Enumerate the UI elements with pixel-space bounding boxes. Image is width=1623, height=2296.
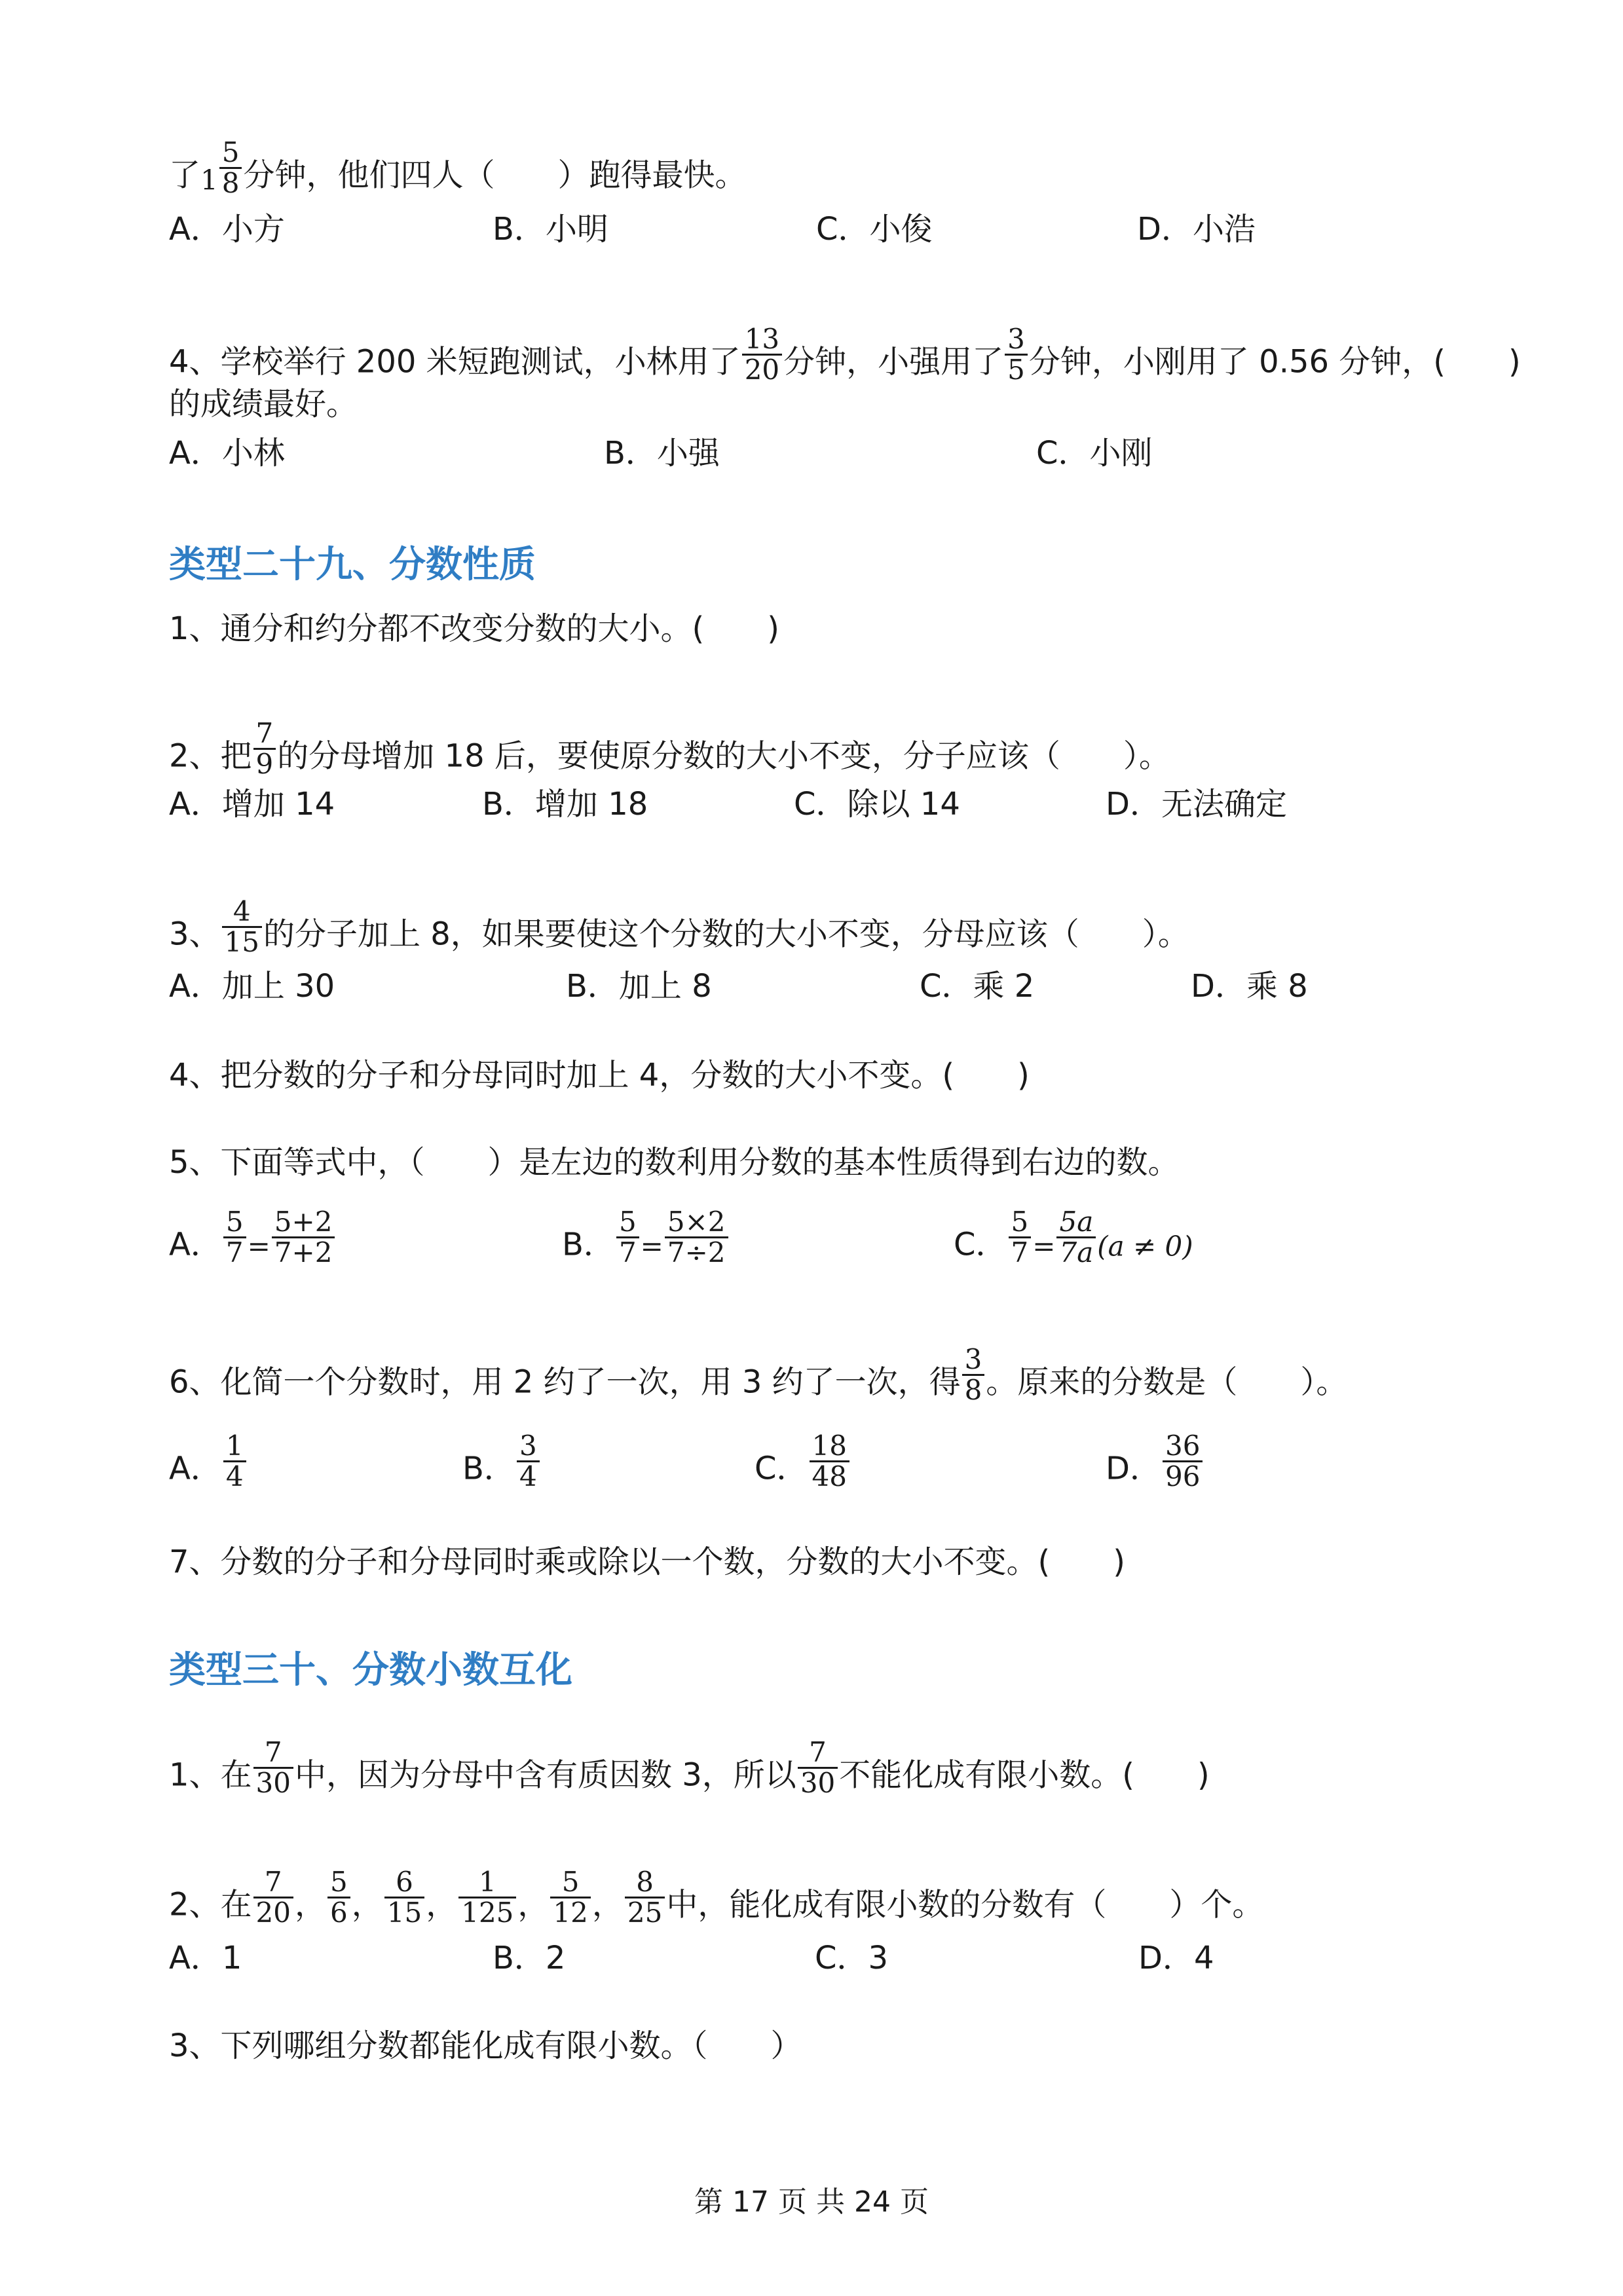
s29-q6-option-a: A． $\frac{1}{4}$ xyxy=(169,1441,248,1500)
s29-q3-option-a: A．加上 30 xyxy=(169,968,335,1005)
q4-option-c: C．小刚 xyxy=(1036,435,1153,472)
s30-q3: 3、下列哪组分数都能化成有限小数。（ ） xyxy=(169,2028,802,2064)
fraction-3-5: $\frac{3}{5}$ xyxy=(1005,325,1028,384)
fraction-13-20: $\frac{13}{20}$ xyxy=(742,325,782,384)
q3-option-a: A．小方 xyxy=(169,211,285,248)
s29-q5: 5、下面等式中，（ ）是左边的数利用分数的基本性质得到右边的数。 xyxy=(169,1144,1180,1181)
page-footer: 第 17 页 共 24 页 xyxy=(694,2185,929,2219)
q3-option-b: B．小明 xyxy=(493,211,608,248)
s30-q1: 1、在 $\frac{7}{30}$ 中，因为分母中含有质因数 3，所以 $\frac{7}{30}$ 不能化成有限小数。( ) xyxy=(169,1736,1210,1799)
s29-q2: 2、把 $\frac{7}{9}$ 的分母增加 18 后，要使原分数的大小不变，分子应该（ ）。 xyxy=(169,717,1170,780)
q3-suffix: 分钟，他们四人（ ）跑得最快。 xyxy=(243,157,747,194)
mixed-whole: 1 xyxy=(200,164,218,196)
section-title-30: 类型三十、分数小数互化 xyxy=(169,1649,572,1692)
section-title-29: 类型二十九、分数性质 xyxy=(169,544,536,586)
s29-q1: 1、通分和约分都不改变分数的大小。( ) xyxy=(169,610,779,647)
s29-q5-option-a: A． $\frac{5}{7}$ = $\frac{5+2}{7+2}$ xyxy=(169,1217,336,1276)
s29-q6-option-b: B． $\frac{3}{4}$ xyxy=(462,1441,541,1500)
q3-option-d: D．小浩 xyxy=(1137,211,1256,248)
s29-q6-option-c: C． $\frac{18}{48}$ xyxy=(755,1441,851,1500)
s30-q2-option-c: C．3 xyxy=(815,1940,889,1976)
s29-q5-option-b: B． $\frac{5}{7}$ = $\frac{5\times 2}{7\div 2}$ xyxy=(562,1217,730,1276)
s29-q3: 3、 $\frac{4}{15}$ 的分子加上 8，如果要使这个分数的大小不变，分母应该（ ）。 xyxy=(169,895,1189,958)
s29-q6: 6、化简一个分数时，用 2 约了一次，用 3 约了一次，得 $\frac{3}{8}$ 。原来的分数是（ ）。 xyxy=(169,1343,1348,1406)
fraction-7-9: $\frac{7}{9}$ xyxy=(253,719,276,779)
q3-tail-line xyxy=(169,136,747,207)
q3-prefix: 了 xyxy=(169,157,201,194)
s29-q7: 7、分数的分子和分母同时乘或除以一个数，分数的大小不变。( ) xyxy=(169,1544,1125,1580)
s29-q3-option-d: D．乘 8 xyxy=(1191,968,1308,1005)
s29-q3-option-c: C．乘 2 xyxy=(920,968,1035,1005)
fraction-5-8: $\frac{5}{8}$ xyxy=(219,138,242,198)
s30-q2-option-d: D．4 xyxy=(1138,1940,1214,1976)
fraction-7-30: $\frac{7}{30}$ xyxy=(253,1738,293,1798)
s29-q2-option-d: D．无法确定 xyxy=(1106,786,1287,823)
s29-q3-option-b: B．加上 8 xyxy=(566,968,712,1005)
s30-q2-option-b: B．2 xyxy=(493,1940,566,1976)
s29-q2-option-c: C．除以 14 xyxy=(794,786,960,823)
fraction-3-8: $\frac{3}{8}$ xyxy=(962,1345,985,1405)
s29-q5-option-c: C． $\frac{5}{7}$ = $\frac{5a}{7a}$ (a ≠ 0) xyxy=(954,1206,1193,1268)
q4-option-b: B．小强 xyxy=(604,435,720,472)
s30-q2-option-a: A．1 xyxy=(169,1940,242,1976)
s29-q2-option-b: B．增加 18 xyxy=(482,786,648,823)
s29-q2-option-a: A．增加 14 xyxy=(169,786,335,823)
q4-line: 4、学校举行 200 米短跑测试，小林用了 $\frac{13}{20}$ 分钟，小强用了 $\frac{3}{5}$ 分钟，小刚用了 0.56 分钟，( ) xyxy=(169,323,1521,386)
s29-q6-option-d: D． $\frac{36}{96}$ xyxy=(1106,1441,1204,1500)
s29-q4: 4、把分数的分子和分母同时加上 4，分数的大小不变。( ) xyxy=(169,1057,1030,1094)
q4-line2: 的成绩最好。 xyxy=(169,386,358,422)
s30-q2: 2、在 $\frac{7}{20}$ ， $\frac{5}{6}$ ， $\frac{6}{15}$ ， $\frac{1}{125}$ ， $\frac{5}{12}$ ， $\frac{8}{25}$ 中，能化成有限小数的分数有（ ）个。 xyxy=(169,1866,1264,1929)
fraction-7-30-b: $\frac{7}{30}$ xyxy=(798,1738,838,1798)
q4-option-a: A．小林 xyxy=(169,435,285,472)
q3-option-c: C．小俊 xyxy=(816,211,933,248)
fraction-4-15: $\frac{4}{15}$ xyxy=(222,897,262,957)
